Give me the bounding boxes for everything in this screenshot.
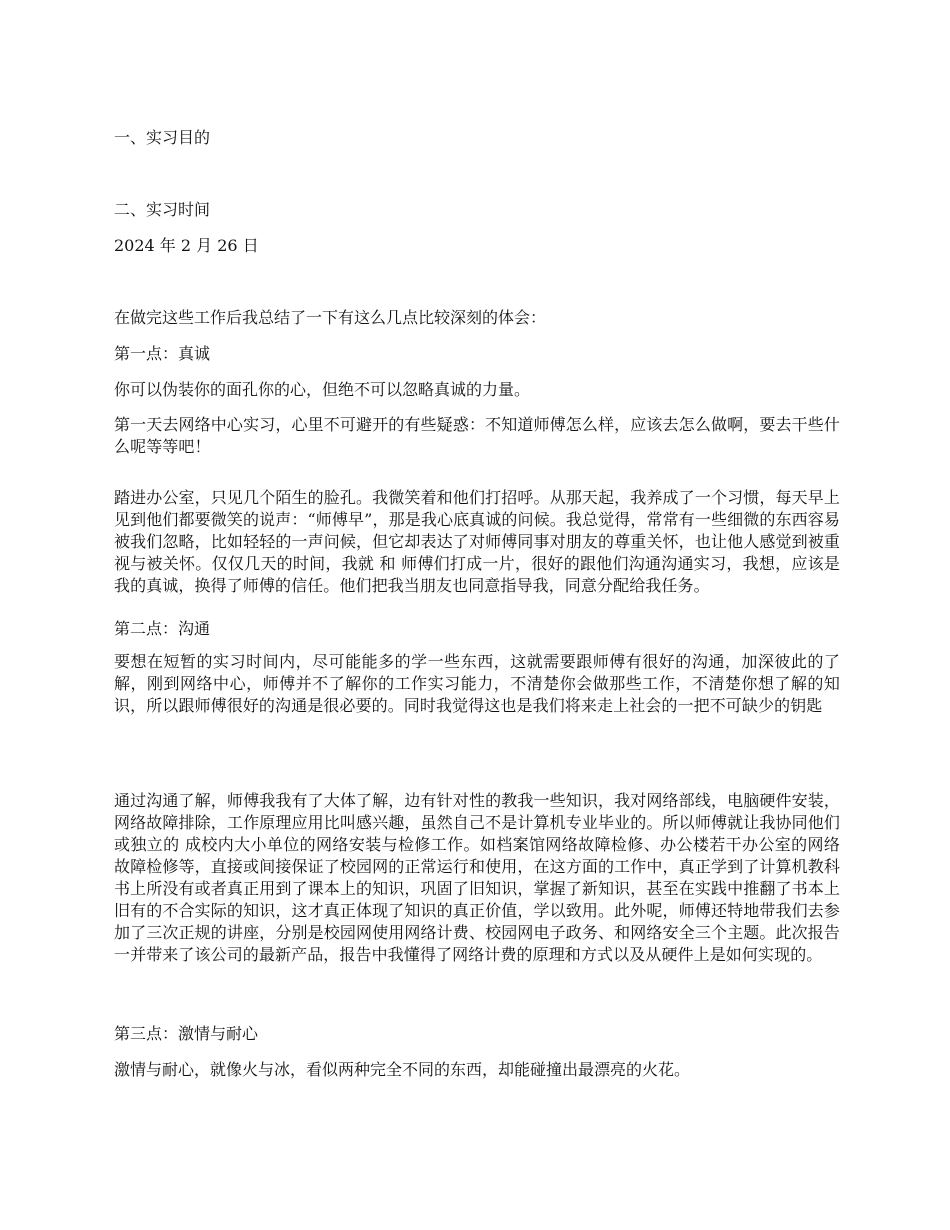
point2-heading: 第二点：沟通 bbox=[114, 619, 211, 638]
point2-paragraph-1: 要想在短暂的实习时间内，尽可能能多的学一些东西，这就需要跟师傅有很好的沟通，加深彼此的了解，刚到网络中心，师傅并不了解你的工作实习能力，不清楚你会做那些工作，不清楚你想了解的知识，所以跟师傅很好的沟通是很必要的。同时我觉得这也是我们将来走上社会的一把不可缺少的钥匙 bbox=[114, 652, 840, 715]
point1-paragraph-1: 你可以伪装你的面孔你的心，但绝不可以忽略真诚的力量。 bbox=[114, 380, 531, 399]
section-heading-purpose: 一、实习目的 bbox=[114, 128, 211, 147]
intro-paragraph: 在做完这些工作后我总结了一下有这么几点比较深刻的体会： bbox=[114, 308, 547, 327]
point1-paragraph-2: 第一天去网络中心实习，心里不可避开的有些疑惑：不知道师傅怎么样，应该去怎么做啊，要去干些什么呢等等吧！ bbox=[114, 415, 840, 456]
point3-heading: 第三点：激情与耐心 bbox=[114, 1024, 259, 1043]
internship-date: 2024 年 2 月 26 日 bbox=[114, 236, 259, 255]
section-heading-time: 二、实习时间 bbox=[114, 200, 211, 219]
point2-paragraph-2: 通过沟通了解，师傅我我有了大体了解，边有针对性的教我一些知识，我对网络部线，电脑硬件安装，网络故障排除，工作原理应用比叫感兴趣，虽然自己不是计算机专业毕业的。所以师傅就让我协同他们或独立的 成校内大小单位的网络安装与检修工作。如档案馆网络故障检修、办公楼若干办公室的网络故障检修等，直接或间接保证了校园网的正常运行和使用，在这方面的工作中，真正学到了计算机教科书上所没有或者真正用到了课本上的知识，巩固了旧知识，掌握了新知识，甚至在实践中推翻了书本上旧有的不合实际的知识，这才真正体现了知识的真正价值，学以致用。此外呢，师傅还特地带我们去参加了三次正规的讲座，分别是校园网使用网络计费、校园网电子政务、和网络安全三个主题。此次报告一并带来了该公司的最新产品，报告中我懂得了网络计费的原理和方式以及从硬件上是如何实现的。 bbox=[114, 791, 840, 964]
point1-paragraph-3: 踏进办公室，只见几个陌生的脸孔。我微笑着和他们打招呼。从那天起，我养成了一个习惯，每天早上见到他们都要微笑的说声：“师傅早”，那是我心底真诚的问候。我总觉得，常常有一些细微的东西容易被我们忽略，比如轻轻的一声问候，但它却表达了对师傅同事对朋友的尊重关怀，也让他人感觉到被重视与被关怀。仅仅几天的时间，我就 和 师傅们打成一片，很好的跟他们沟通沟通实习，我想，应该是我的真诚，换得了师傅的信任。他们把我当朋友也同意指导我，同意分配给我任务。 bbox=[114, 488, 840, 595]
point3-paragraph-1: 激情与耐心，就像火与冰，看似两种完全不同的东西，却能碰撞出最漂亮的火花。 bbox=[114, 1060, 691, 1079]
point1-heading: 第一点：真诚 bbox=[114, 344, 211, 363]
